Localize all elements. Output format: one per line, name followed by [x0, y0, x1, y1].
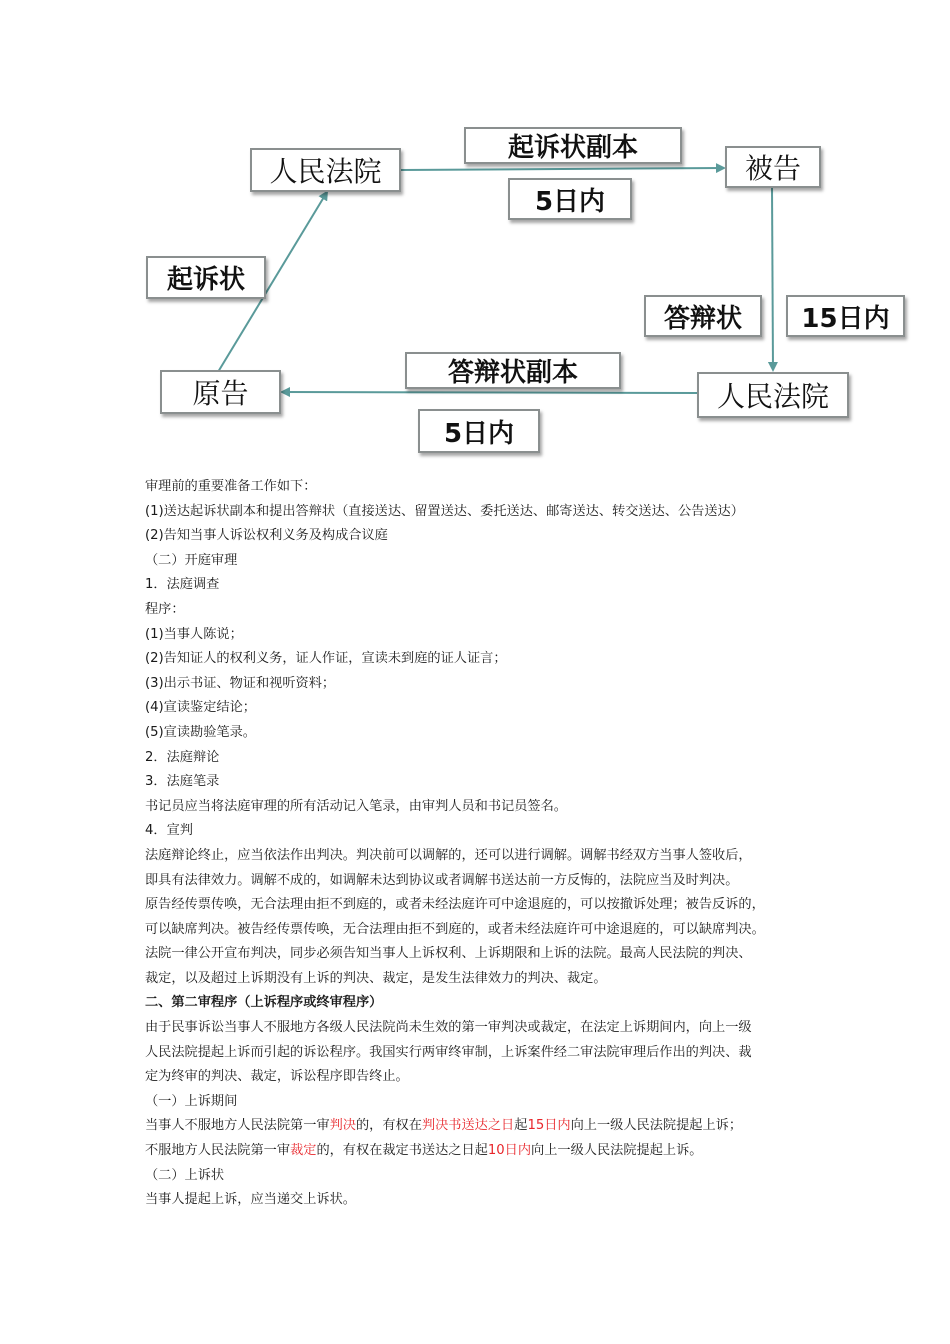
paragraph-line: 审理前的重要准备工作如下： [145, 479, 317, 494]
subsection-heading: 2．法庭辩论 [145, 749, 220, 765]
text-span: 的，有权在裁定书送达之日起 [316, 1143, 488, 1159]
label-defense-days: 15日内 [786, 295, 905, 337]
paragraph-line: 程序： [145, 601, 185, 617]
chapter-heading: 二、第二审程序（上诉程序或终审程序） [145, 995, 383, 1011]
document-body [145, 475, 825, 1213]
highlight-ruling: 裁定 [290, 1143, 317, 1159]
label-defense-copy-days: 5日内 [418, 409, 540, 453]
subsection-heading: 3．法庭笔录 [145, 774, 220, 790]
label-complaint: 起诉状 [146, 256, 266, 299]
paragraph-line: 法院一律公开宣布判决，同步必须告知当事人上诉权利、上诉期限和上诉的法院。最高人民法院的判决、 [145, 946, 752, 962]
highlight-10-days: 10日内 [487, 1143, 532, 1159]
arrow-court-to-plaintiff [282, 392, 697, 393]
subsection-heading: 1．法庭调查 [145, 577, 220, 593]
paragraph-line: 当事人提起上诉，应当递交上诉状。 [145, 1192, 356, 1208]
node-court-bottom: 人民法院 [697, 372, 849, 418]
highlight-judgment: 判决 [329, 1118, 356, 1134]
node-court-top: 人民法院 [250, 148, 401, 192]
text-span: 起 [514, 1118, 528, 1134]
paragraph-line: (2)告知当事人诉讼权利义务及构成合议庭 [145, 528, 388, 544]
subsection-heading: 4．宣判 [145, 823, 193, 839]
paragraph-line: 原告经传票传唤，无合法理由拒不到庭的，或者未经法庭许可中途退庭的，可以按撤诉处理；被告反诉的， [145, 897, 765, 913]
paragraph-line: 即具有法律效力。调解不成的，如调解未达到协议或者调解书送达前一方反悔的，法院应当及时判决。 [145, 872, 739, 888]
list-item: (5)宣读勘验笔录。 [145, 724, 256, 740]
highlight-15-days: 15日内 [527, 1118, 571, 1134]
list-item: (4)宣读鉴定结论； [145, 700, 256, 716]
paragraph-line: 定为终审的判决、裁定，诉讼程序即告终止。 [145, 1069, 409, 1085]
arrow-defendant-to-court [772, 188, 773, 370]
paragraph-line: 人民法院提起上诉而引起的诉讼程序。我国实行两审终审制，上诉案件经二审法院审理后作出的判决、裁 [145, 1044, 752, 1060]
text-span: 的，有权在 [356, 1118, 422, 1134]
paragraph-line: 由于民事诉讼当事人不服地方各级人民法院尚未生效的第一审判决或裁定，在法定上诉期间内，向上一级 [145, 1020, 752, 1036]
text-span: 向上一级人民法院提起上诉； [570, 1118, 743, 1134]
appeal-period-judgment [145, 1114, 825, 1139]
section-heading: （一）上诉期间 [145, 1093, 238, 1109]
paragraph-line: 法庭辩论终止，应当依法作出判决。判决前可以调解的，还可以进行调解。调解书经双方当事人签收后， [145, 847, 752, 863]
list-item: (1)当事人陈说； [145, 626, 243, 642]
highlight-delivery-date: 判决书送达之日 [421, 1118, 515, 1134]
list-item: (3)出示书证、物证和视听资料； [145, 675, 336, 691]
paragraph-line: 书记员应当将法庭审理的所有活动记入笔录，由审判人员和书记员签名。 [145, 798, 567, 814]
arrow-court-to-defendant [401, 168, 724, 170]
litigation-flow-diagram [0, 0, 950, 470]
section-heading: （二）上诉状 [145, 1167, 225, 1183]
text-span: 当事人不服地方人民法院第一审 [145, 1118, 330, 1134]
paragraph-line: 可以缺席判决。被告经传票传唤，无合法理由拒不到庭的，或者未经法庭许可中途退庭的，可以缺席判决。 [145, 921, 765, 937]
label-complaint-copy-days: 5日内 [508, 178, 632, 220]
node-defendant: 被告 [725, 146, 821, 188]
text-span: 向上一级人民法院提起上诉。 [531, 1143, 703, 1159]
list-item: (2)告知证人的权利义务，证人作证，宣读未到庭的证人证言； [145, 651, 507, 667]
paragraph-line: (1)送达起诉状副本和提出答辩状（直接送达、留置送达、委托送达、邮寄送达、转交送达、公告送达） [145, 503, 744, 519]
label-defense: 答辩状 [644, 295, 762, 337]
appeal-period-ruling [145, 1139, 825, 1164]
label-complaint-copy: 起诉状副本 [464, 127, 682, 164]
node-plaintiff: 原告 [160, 370, 281, 414]
text-span: 不服地方人民法院第一审 [145, 1143, 291, 1159]
section-heading: （二）开庭审理 [145, 552, 238, 568]
paragraph-line: 裁定，以及超过上诉期没有上诉的判决、裁定，是发生法律效力的判决、裁定。 [145, 970, 607, 986]
label-defense-copy: 答辩状副本 [405, 352, 621, 389]
